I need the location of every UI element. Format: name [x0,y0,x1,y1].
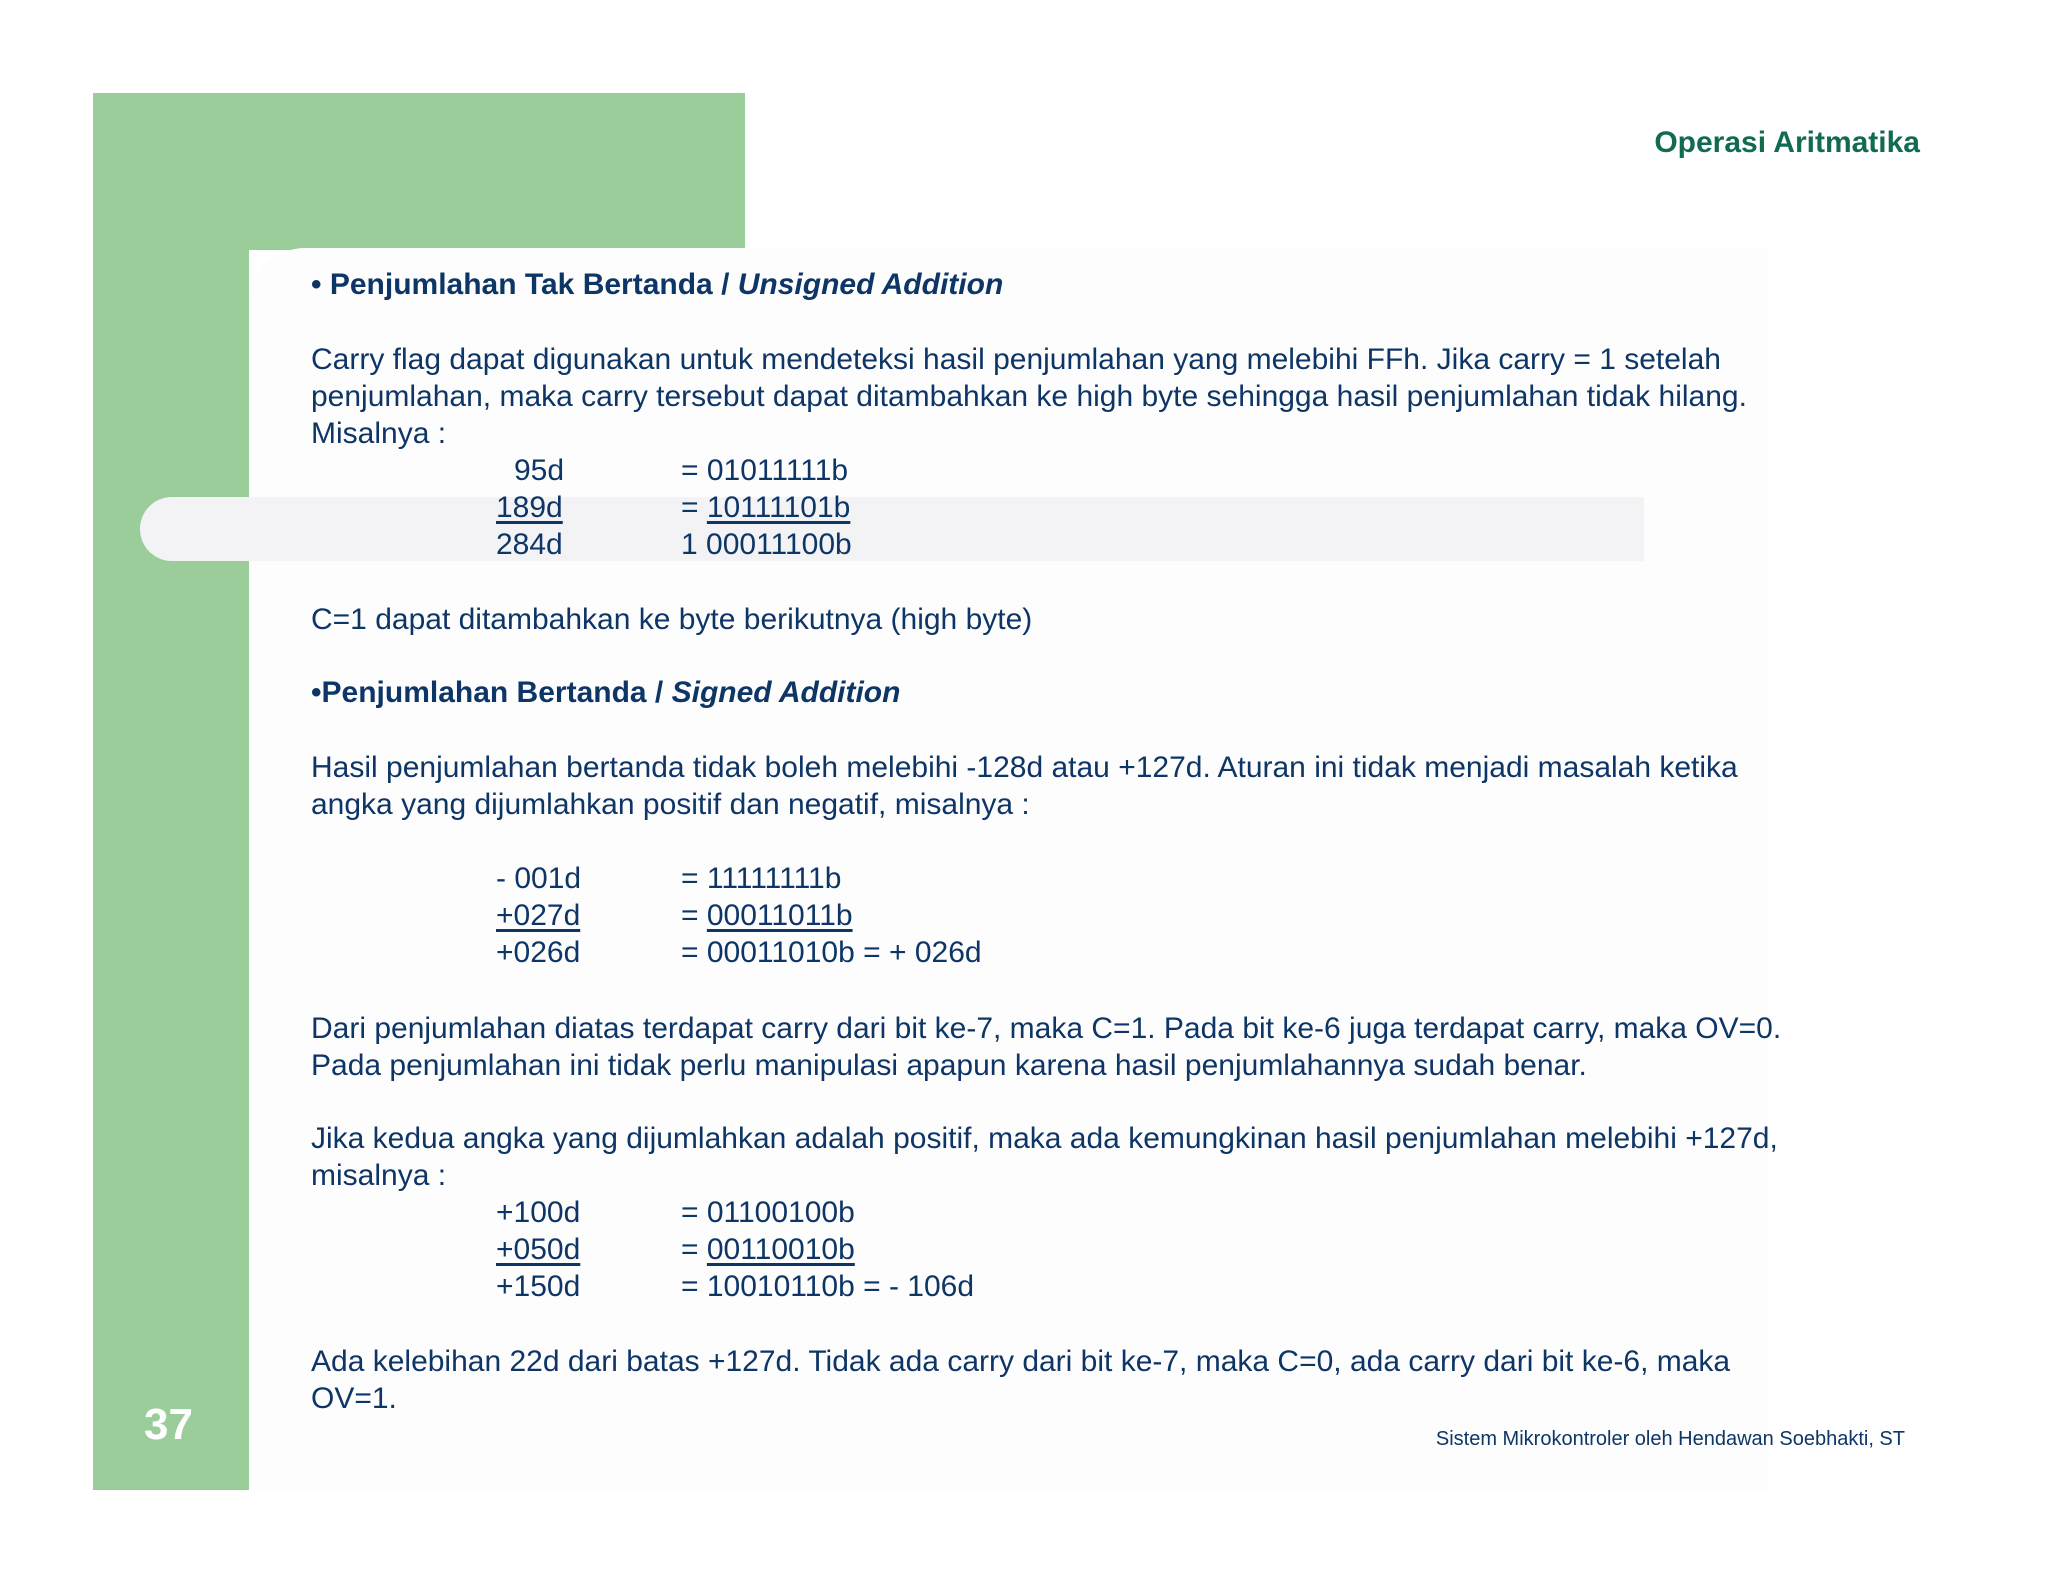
heading-text: Penjumlahan Bertanda / [321,676,672,709]
calc-operand: +150d [496,1270,581,1303]
slide-title: Operasi Aritmatika [1654,126,1920,159]
signed-paragraph-4 [311,1343,1730,1417]
text-line: Misalnya : [311,417,447,450]
calc-result: 00011011b [706,899,853,932]
calc-equals: = [681,491,707,524]
text-line: misalnya : [311,1159,447,1192]
text-line: penjumlahan, maka carry tersebut dapat ditambahkan ke high byte sehingga hasil penjumlahan tidak hilang. [311,380,1747,413]
text-line: Ada kelebihan 22d dari batas +127d. Tidak ada carry dari bit ke-7, maka C=0, ada carry dari bit ke-6, maka [311,1345,1731,1378]
text-line: OV=1. [311,1382,397,1415]
calc-operand: 284d [496,528,563,561]
text-line: Hasil penjumlahan bertanda tidak boleh melebihi -128d atau +127d. Aturan ini tidak menjadi masalah ketika [311,751,1738,784]
calc-operand: +100d [496,1196,581,1229]
calc-result: = 11111111b [681,862,842,895]
calc-result: = 10010110b = - 106d [681,1270,975,1303]
calc-operand: 189d [496,491,563,524]
calc-operand: +026d [496,936,581,969]
text-line: Carry flag dapat digunakan untuk mendeteksi hasil penjumlahan yang melebihi FFh. Jika carry = 1 setelah [311,343,1721,376]
calc-operand: - 001d [496,862,582,895]
text-line: Dari penjumlahan diatas terdapat carry dari bit ke-7, maka C=1. Pada bit ke-6 juga terdapat carry, maka OV=0. [311,1012,1782,1045]
signed-paragraph [311,749,1738,823]
calc-result: 10111101b [706,491,851,524]
heading-text: Penjumlahan Tak Bertanda / [329,268,738,301]
decorative-band [140,497,1644,561]
page-number: 37 [144,1400,193,1449]
signed-paragraph-3 [311,1120,1778,1194]
calc-operand: +050d [496,1233,581,1266]
text-line: angka yang dijumlahkan positif dan negatif, misalnya : [311,788,1030,821]
text-line: Pada penjumlahan ini tidak perlu manipulasi apapun karena hasil penjumlahannya sudah benar. [311,1049,1587,1082]
calc-result: 00110010b [706,1233,855,1266]
bullet: • [311,676,322,709]
calc-operand: 95d [514,454,565,487]
calc-result: = 00011010b = + 026d [681,936,982,969]
green-side-bar [93,93,249,1490]
heading-english: Unsigned Addition [737,268,1004,301]
bullet: • [311,268,322,301]
signed-heading [311,674,900,711]
heading-english: Signed Addition [671,676,901,709]
text-line: Jika kedua angka yang dijumlahkan adalah positif, maka ada kemungkinan hasil penjumlahan melebihi +127d, [311,1122,1778,1155]
unsigned-note: C=1 dapat ditambahkan ke byte berikutnya (high byte) [311,603,1033,636]
footer-credit: Sistem Mikrokontroler oleh Hendawan Soebhakti, ST [1435,1428,1905,1450]
calc-operand: +027d [496,899,581,932]
calc-result: = 01100100b [681,1196,855,1229]
signed-paragraph-2 [311,1010,1781,1084]
calc-equals: = [681,1233,707,1266]
calc-result: = 01011111b [681,454,849,487]
calc-equals: = [681,899,707,932]
unsigned-paragraph [311,341,1747,452]
calc-result: 1 00011100b [681,528,852,561]
unsigned-heading [311,266,1003,303]
